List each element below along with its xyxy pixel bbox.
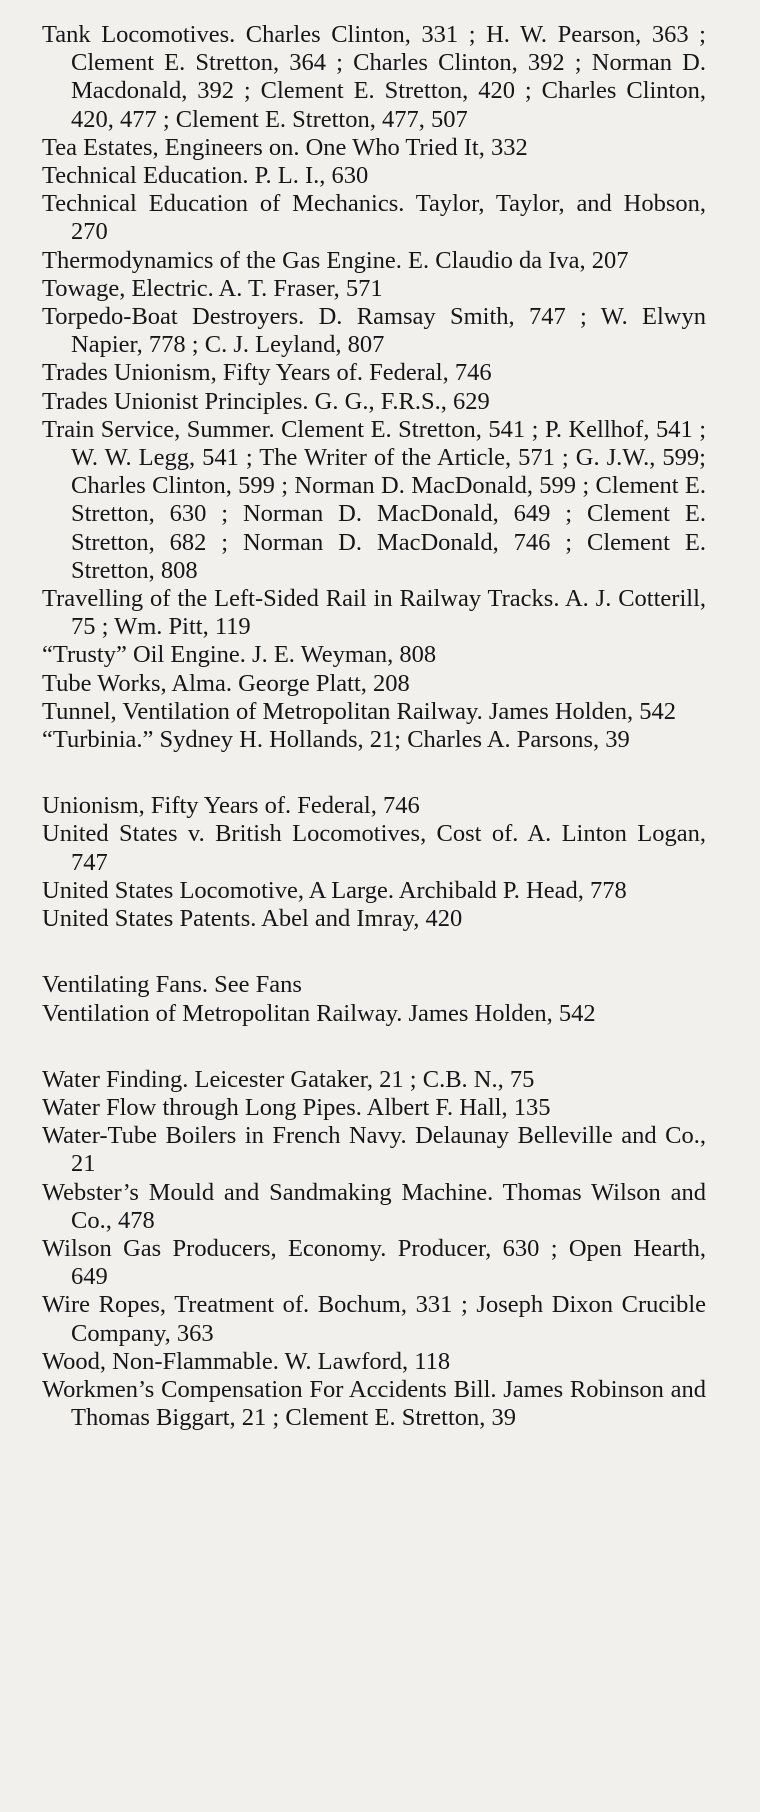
index-entry: Tank Locomotives. Charles Clinton, 331 ; H. W. Pearson, 363 ; Clement E. Stretton, 364 ; Charles Clinton, 392 ; Norman D. Macdonald, 392 ; Clement E. Stretton, 420 ; Charles Clinton, 420, 477 ; Clement E. Stretton, 477, 507 [42, 21, 706, 133]
index-section-w [42, 1066, 706, 1433]
index-entry: Tube Works, Alma. George Platt, 208 [42, 669, 410, 697]
index-entry: Wire Ropes, Treatment of. Bochum, 331 ; Joseph Dixon Crucible Company, 363 [42, 1291, 706, 1347]
index-entry: Workmen’s Compensation For Accidents Bill. James Robinson and Thomas Biggart, 21 ; Clement E. Stretton, 39 [42, 1375, 706, 1432]
index-entry: Tea Estates, Engineers on. One Who Tried It, 332 [42, 133, 528, 161]
index-entry: United States Patents. Abel and Imray, 420 [42, 905, 463, 933]
index-entry: Wood, Non-Flammable. W. Lawford, 118 [42, 1347, 451, 1375]
index-entry: Wilson Gas Producers, Economy. Producer, 630 ; Open Hearth, 649 [42, 1234, 706, 1291]
index-entry: Ventilating Fans. See Fans [42, 971, 302, 999]
index-entry: Technical Education. P. L. I., 630 [42, 162, 369, 190]
section-gap [42, 1028, 706, 1066]
index-entry: Webster’s Mould and Sandmaking Machine. Thomas Wilson and Co., 478 [42, 1178, 706, 1234]
index-entry: Ventilation of Metropolitan Railway. James Holden, 542 [42, 999, 596, 1027]
index-section-t [42, 21, 706, 754]
section-gap [42, 754, 706, 792]
index-entry: Water Flow through Long Pipes. Albert F. Hall, 135 [42, 1093, 551, 1121]
index-entry: Tunnel, Ventilation of Metropolitan Railway. James Holden, 542 [42, 697, 676, 725]
index-entry: “Turbinia.” Sydney H. Hollands, 21; Charles A. Parsons, 39 [42, 726, 630, 754]
index-entry: “Trusty” Oil Engine. J. E. Weyman, 808 [42, 641, 437, 669]
index-entry: Water Finding. Leicester Gataker, 21 ; C.B. N., 75 [42, 1065, 535, 1093]
index-entry: Trades Unionism, Fifty Years of. Federal, 746 [42, 359, 492, 387]
index-entry: Unionism, Fifty Years of. Federal, 746 [42, 792, 420, 820]
index-entry: United States v. British Locomotives, Cost of. A. Linton Logan, 747 [42, 820, 706, 876]
index-section-v [42, 971, 706, 1027]
index-entry: Technical Education of Mechanics. Taylor, Taylor, and Hobson, 270 [42, 190, 706, 246]
index-entry: Towage, Electric. A. T. Fraser, 571 [42, 274, 383, 302]
index-entry: Torpedo-Boat Destroyers. D. Ramsay Smith, 747 ; W. Elwyn Napier, 778 ; C. J. Leyland, 807 [42, 303, 706, 359]
index-entry: Travelling of the Left-Sided Rail in Railway Tracks. A. J. Cotterill, 75 ; Wm. Pitt, 119 [42, 585, 706, 641]
index-entry: Thermodynamics of the Gas Engine. E. Claudio da Iva, 207 [42, 246, 629, 274]
section-gap [42, 933, 706, 971]
index-entry: Water-Tube Boilers in French Navy. Delaunay Belleville and Co., 21 [42, 1122, 706, 1178]
index-section-u [42, 792, 706, 933]
index-entry: United States Locomotive, A Large. Archibald P. Head, 778 [42, 876, 627, 904]
index-entry: Trades Unionist Principles. G. G., F.R.S., 629 [42, 387, 490, 415]
index-entry: Train Service, Summer. Clement E. Stretton, 541 ; P. Kellhof, 541 ; W. W. Legg, 541 ; The Writer of the Article, 571 ; G. J.W., 599; Charles Clinton, 599 ; Norman D. MacDonald, 599 ; Clement E. Stretton, 630 ; Norman D. MacDonald, 649 ; Clement E. Stretton, 682 ; Norman D. MacDonald, 746 ; Clement E. Stretton, 808 [42, 415, 706, 584]
